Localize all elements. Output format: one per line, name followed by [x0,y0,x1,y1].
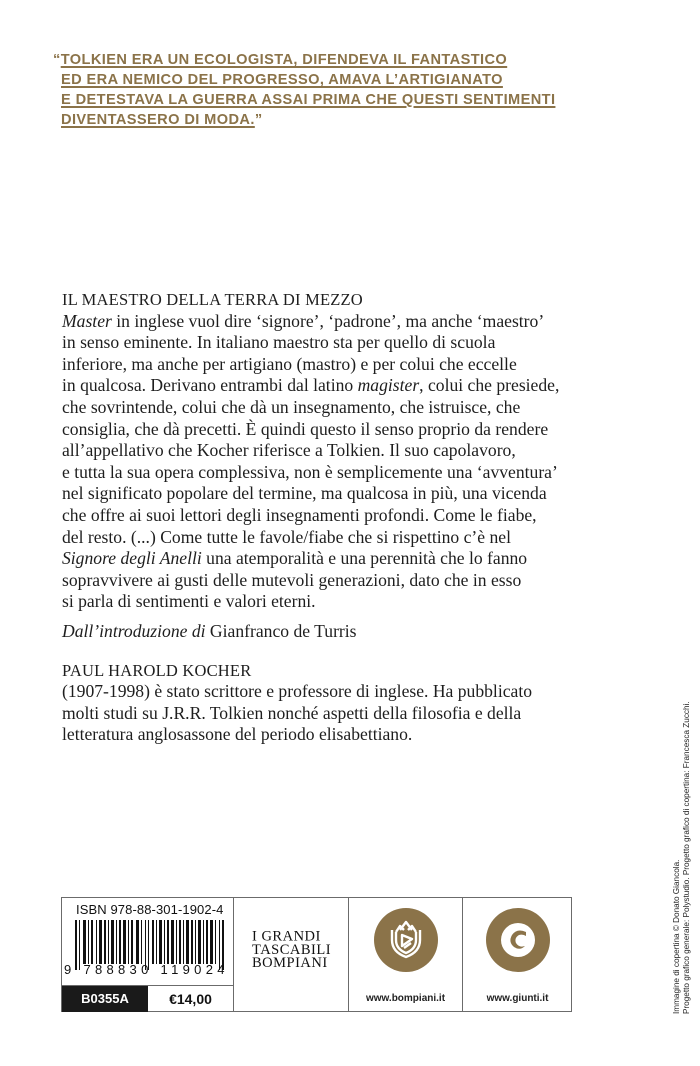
author-bio-line: molti studi su J.R.R. Tolkien nonché aspetti della filosofia e della [62,702,522,723]
synopsis-heading: IL MAESTRO DELLA TERRA DI MEZZO [62,290,363,309]
author-name: PAUL HAROLD KOCHER [62,660,252,680]
bompiani-url: www.bompiani.it [365,993,446,1004]
synopsis-line: in qualcosa. Derivano entrambi dal latino magister, colui che presiede, [62,375,560,396]
quote-line-2: ED ERA NEMICO DEL PROGRESSO, AMAVA L’ARTIGIANATO [61,72,503,88]
synopsis-line: nel significato popolare del termine, ma qualcosa in più, una vicenda [62,483,547,504]
synopsis-line: consiglia, che dà precetti. È quindi questo il senso proprio da rendere [62,418,549,439]
bompiani-tulip-logo-icon [374,908,438,972]
quote-line-4: DIVENTASSERO DI MODA.” [61,112,263,128]
pull-quote [53,50,613,130]
barcode-cell [62,898,234,1011]
product-code: B0355A [62,986,148,1012]
synopsis-line: inferiore, ma anche per artigiano (mastro) e per colui che eccelle [62,353,517,374]
giunti-spiral-logo-icon [486,908,550,972]
publisher-info-box [61,897,572,1012]
quote-line-1: “TOLKIEN ERA UN ECOLOGISTA, DIFENDEVA IL FANTASTICO [53,52,508,68]
author-bio-line: letteratura anglosassone del periodo elisabettiano. [62,724,413,745]
bompiani-cell [349,898,463,1011]
series-cell [234,898,349,1011]
synopsis-line: Signore degli Anelli una atemporalità e una perennità che lo fanno [62,548,528,569]
synopsis-line: che sovrintende, colui che dà un insegnamento, che istruisce, che [62,396,521,417]
synopsis-line: Master in inglese vuol dire ‘signore’, ‘padrone’, ma anche ‘maestro’ [62,310,545,331]
giunti-cell [463,898,572,1011]
back-cover-text [62,289,602,746]
synopsis-line: sopravvivere ai gusti delle mutevoli generazioni, dato che in esso [62,569,522,590]
close-quote-mark: ” [254,112,263,128]
attribution: Dall’introduzione di Gianfranco de Turris [62,620,357,641]
open-quote-mark: “ [53,52,61,68]
synopsis-line: all’appellativo che Kocher riferisce a Tolkien. Il suo capolavoro, [62,440,516,461]
spacer [62,613,602,621]
synopsis-line: del resto. (...) Come tutte le favole/fiabe che si rispettino c’è nel [62,526,511,547]
price-row [62,985,233,1012]
spacer [62,643,602,660]
price: €14,00 [169,991,212,1007]
barcode-digits: 9 788830 119024 [64,962,229,977]
author-bio-line: (1907-1998) è stato scrittore e professore di inglese. Ha pubblicato [62,681,533,702]
synopsis-line: si parla di sentimenti e valori eterni. [62,591,316,612]
synopsis-line: e tutta la sua opera complessiva, non è semplicemente una ‘avventura’ [62,461,558,482]
series-logo: I GRANDI TASCABILI BOMPIANI [252,927,332,972]
synopsis-line: in senso eminente. In italiano maestro sta per quello di scuola [62,332,496,353]
giunti-url: www.giunti.it [486,993,549,1004]
quote-line-3: E DETESTAVA LA GUERRA ASSAI PRIMA CHE QUESTI SENTIMENTI [61,92,556,108]
synopsis-line: che offre ai suoi lettori degli insegnamenti profondi. Come le fiabe, [62,504,537,525]
isbn-label: ISBN 978-88-301-1902-4 [76,902,224,917]
cover-credits: Immagine di copertina © Donato Giancola. Progetto grafico generale: Polystudio. Progetto grafico di copertina: Francesca Zucchi. [672,701,691,1014]
